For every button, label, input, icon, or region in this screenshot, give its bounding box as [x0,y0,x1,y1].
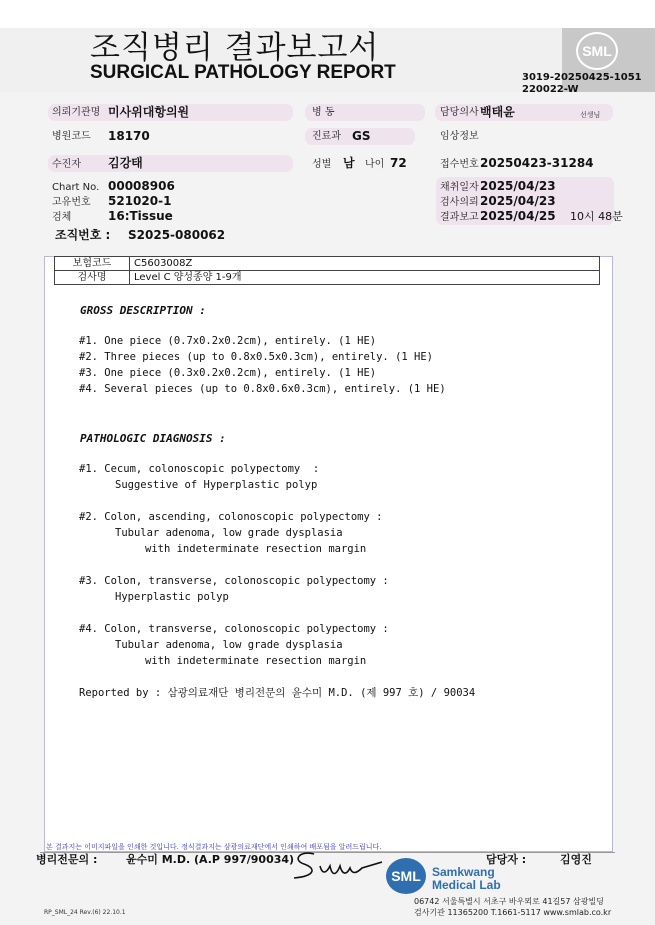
lab-address [414,896,611,918]
manager-label: 담당자 : [486,853,527,866]
patient-label: 수진자 [52,159,81,170]
pathologist-label: 병리전문의 : [36,853,98,866]
diagnosis-line: Tubular adenoma, low grade dysplasia [115,527,343,539]
diagnosis-head: #4. Colon, transverse, colonoscopic polypectomy : [79,623,389,635]
patient-pill [48,155,293,172]
doctor-label: 담당의사 [440,107,479,118]
chart-label: Chart No. [52,182,100,193]
diagnosis-line: with indeterminate resection margin [145,655,367,667]
specimen-label: 검체 [52,212,72,223]
hospital-code-value: 18170 [108,129,150,143]
age-label: 나이 [365,159,385,170]
ward-label: 병 동 [312,107,335,118]
reported-by: Reported by : 삼광의료재단 병리전문의 윤수미 M.D. (제 997 호) / 90034 [79,687,476,699]
diagnosis-line: Suggestive of Hyperplastic polyp [115,479,318,491]
hospital-code-label: 병원코드 [52,131,91,142]
age-value: 72 [390,156,407,170]
code-table [54,256,600,285]
tissue-no-value: S2025-080062 [128,228,226,242]
diagnosis-line: Hyperplastic polyp [115,591,229,603]
doctor-value: 백태윤 [480,105,515,119]
form-number: RP_SML_24 Rev.(6) 22.10.1 [44,909,126,916]
diagnosis-heading: PATHOLOGIC DIAGNOSIS : [80,432,226,445]
sex-label: 성별 [312,159,332,170]
hospital-value: 미사위대항의원 [108,105,190,119]
lab-name: Samkwang Medical Lab [432,865,501,892]
sml-logo-footer: SML [386,858,426,894]
diagnosis-head: #3. Colon, transverse, colonoscopic polypectomy : [79,575,389,587]
gross-line: #3. One piece (0.3x0.2x0.2cm), entirely. (1 HE) [79,367,377,379]
result-time: 10시 48분 [570,210,623,223]
diagnosis-line: with indeterminate resection margin [145,543,367,555]
manager-value: 김영진 [560,853,592,866]
diagnosis-head: #2. Colon, ascending, colonoscopic polypectomy : [79,511,383,523]
hospital-label: 의뢰기관명 [52,107,101,118]
address-line: 06742 서울특별시 서초구 바우뫼로 41길57 삼광빌딩 [414,897,604,906]
request-id: 3019-20250425-1051 220022-W [522,72,642,95]
result-value: 2025/04/25 [480,209,556,223]
table-row [55,257,600,271]
table-row [55,271,600,285]
sex-value: 남 [343,156,355,170]
dept-value: GS [352,129,371,143]
result-label: 결과보고 [440,212,479,223]
receipt-label: 접수번호 [440,159,479,170]
clinical-label: 임상정보 [440,131,479,142]
contact-line: 검사기관 11365200 T.1661-5117 www.smlab.co.kr [414,908,612,917]
collect-label: 채취일자 [440,182,479,193]
gross-line: #1. One piece (0.7x0.2x0.2cm), entirely. (1 HE) [79,335,377,347]
gross-line: #4. Several pieces (up to 0.8x0.6x0.3cm), entirely. (1 HE) [79,383,446,395]
report-title-english: SURGICAL PATHOLOGY REPORT [90,62,396,83]
notice-text: 본 결과지는 이미지파일을 인쇄한 것입니다. 정식결과지는 삼광의료재단에서 인쇄하여 배포됨을 알려드립니다. [46,843,382,851]
request-label: 검사의뢰 [440,197,479,208]
unique-label: 고유번호 [52,197,91,208]
gross-heading: GROSS DESCRIPTION : [80,304,206,317]
receipt-value: 20250423-31284 [480,156,594,170]
report-title-korean: 조직병리 결과보고서 [90,30,380,66]
diagnosis-line: Tubular adenoma, low grade dysplasia [115,639,343,651]
pathologist-value: 윤수미 M.D. (A.P 997/90034) [126,853,295,866]
signature-image [286,846,386,882]
dept-label: 진료과 [312,131,341,142]
request-value: 2025/04/23 [480,194,556,208]
insurance-code: C5603008Z [130,257,600,271]
chart-value: 00008906 [108,179,175,193]
collect-value: 2025/04/23 [480,179,556,193]
test-label: 검사명 [55,271,130,285]
sml-logo: SML [576,32,618,70]
tissue-no-label: 조직번호 : [55,228,111,242]
diagnosis-head: #1. Cecum, colonoscopic polypectomy : [79,463,320,475]
patient-value: 김강태 [108,156,143,170]
specimen-value: 16:Tissue [108,209,173,223]
test-name: Level C 양성종양 1-9개 [130,271,600,285]
unique-value: 521020-1 [108,194,172,208]
insurance-label: 보험코드 [55,257,130,271]
gross-line: #2. Three pieces (up to 0.8x0.5x0.3cm), entirely. (1 HE) [79,351,434,363]
doctor-suffix: 선생님 [580,111,601,119]
